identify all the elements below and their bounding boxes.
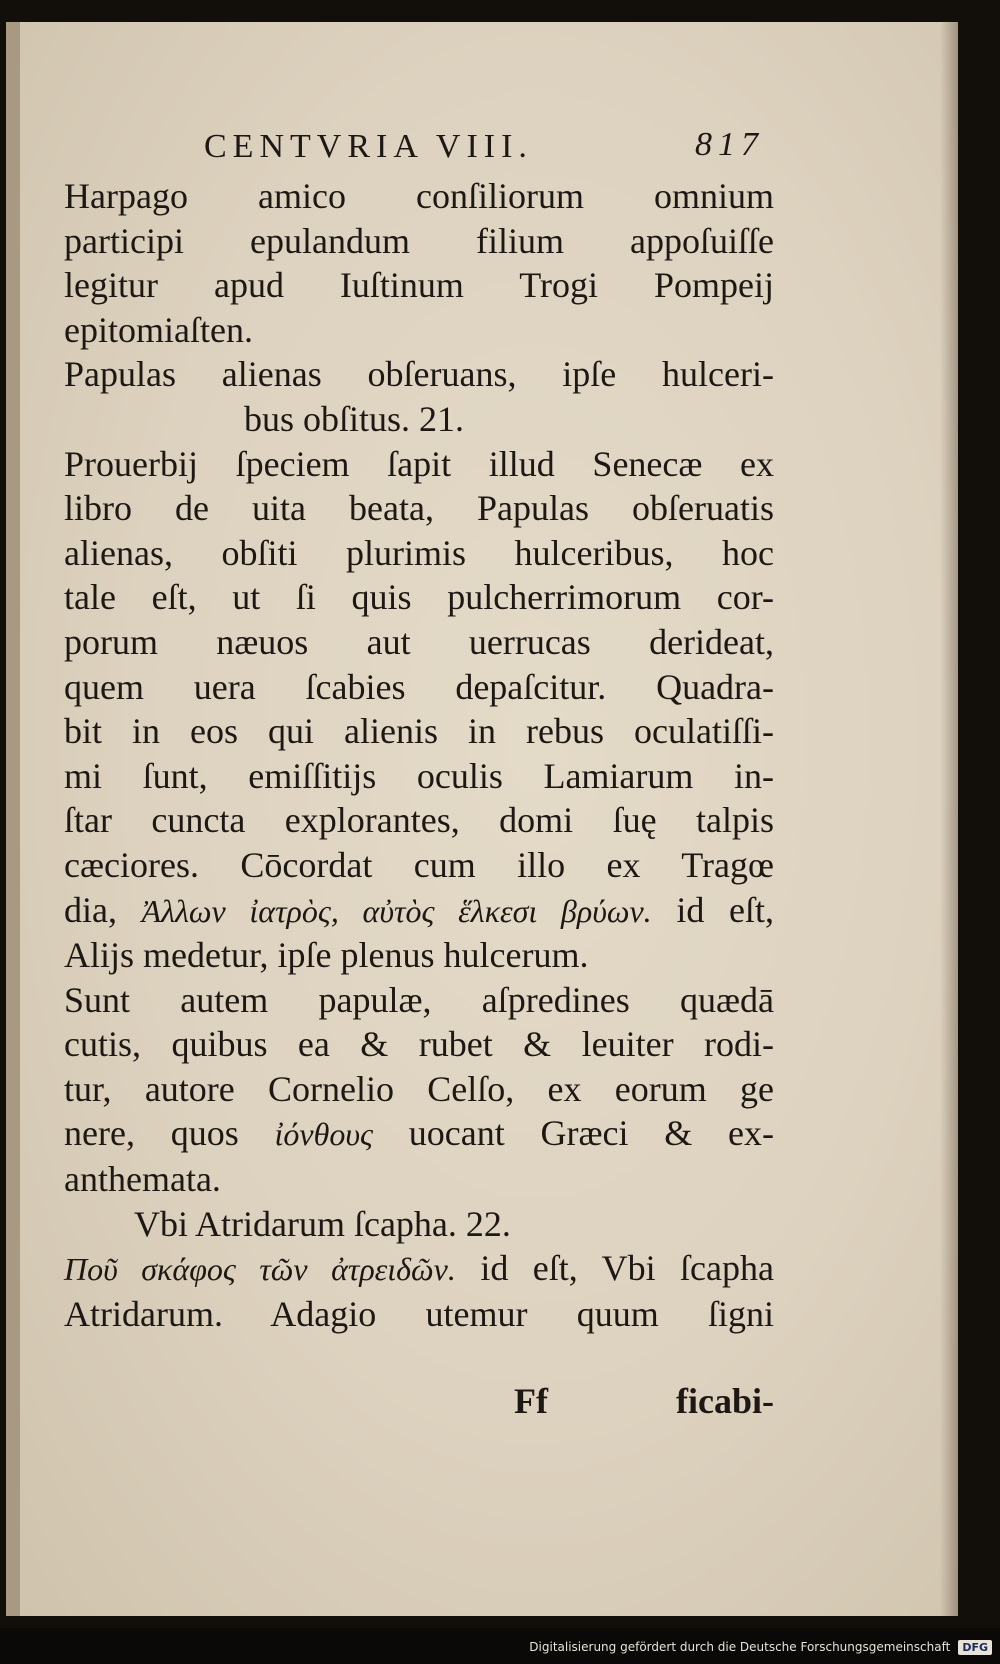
text-line-greek-quote bbox=[64, 1246, 774, 1292]
adage-title-continued: bus obſitus. 21. bbox=[244, 398, 465, 439]
text-line: cutis, quibus ea & rubet & leuiter rodi- bbox=[64, 1024, 774, 1065]
greek-word: ἰόνθους bbox=[274, 1116, 373, 1153]
text-line: Alijs medetur, ipſe plenus hulcerum. bbox=[64, 935, 589, 976]
text-line: Atridarum. Adagio utemur quum ſigni bbox=[64, 1293, 774, 1334]
text-line: porum næuos aut uerrucas derideat, bbox=[64, 621, 774, 662]
latin-fragment: nere, quos bbox=[64, 1113, 275, 1154]
adage-title: Vbi Atridarum ſcapha. 22. bbox=[134, 1203, 511, 1244]
text-line: tur, autore Cornelio Celſo, ex eorum ge bbox=[64, 1068, 774, 1109]
latin-fragment: uocant Græci & ex- bbox=[373, 1113, 774, 1154]
text-line: participi epulandum filium appoſuiſſe bbox=[64, 220, 774, 261]
text-line: Sunt autem papulæ, aſpredines quædā bbox=[64, 979, 774, 1020]
book-page bbox=[6, 22, 958, 1616]
catchword: ficabi- bbox=[676, 1381, 774, 1421]
text-line: epitomiaſten. bbox=[64, 309, 253, 350]
latin-fragment: id eſt, bbox=[651, 889, 775, 930]
text-block bbox=[64, 118, 775, 1421]
digitization-credit bbox=[529, 1632, 992, 1662]
text-line-greek-word bbox=[64, 1111, 774, 1157]
latin-fragment: dia, bbox=[64, 889, 142, 930]
text-line: bit in eos qui alienis in rebus oculatiſſi- bbox=[64, 711, 774, 752]
running-title: CENTVRIA VIII. bbox=[204, 128, 533, 165]
text-line: Harpago amico conſiliorum omnium bbox=[64, 176, 774, 216]
adage-title: Papulas alienas obſeruans, ipſe hulceri- bbox=[64, 354, 774, 395]
catchline bbox=[64, 1380, 774, 1424]
credit-text: Digitalisierung gefördert durch die Deutsche Forschungsgemeinschaft bbox=[529, 1640, 951, 1654]
greek-quote: Ἀλλων ἰατρὸς, αὐτὸς ἕλκεσι βρύων. bbox=[141, 892, 652, 929]
text-line: ſtar cuncta explorantes, domi ſuę talpis bbox=[64, 800, 774, 841]
dfg-logo: DFG bbox=[958, 1640, 992, 1655]
text-line: legitur apud Iuſtinum Trogi Pompeij bbox=[64, 265, 774, 306]
text-line: anthemata. bbox=[64, 1159, 221, 1200]
running-head bbox=[64, 118, 774, 174]
page-number: 817 bbox=[695, 126, 764, 163]
text-line: Prouerbij ſpeciem ſapit illud Senecæ ex bbox=[64, 443, 774, 484]
text-line: mi ſunt, emiſſitijs oculis Lamiarum in- bbox=[64, 755, 774, 796]
text-line: cæciores. Cōcordat cum illo ex Tragœ bbox=[64, 844, 774, 885]
text-line: libro de uita beata, Papulas obſeruatis bbox=[64, 488, 774, 529]
text-line: tale eſt, ut ſi quis pulcherrimorum cor- bbox=[64, 577, 774, 618]
text-line-greek-quote bbox=[64, 888, 774, 934]
signature-mark: Ff bbox=[514, 1381, 548, 1421]
latin-fragment: id eſt, Vbi ſcapha bbox=[455, 1248, 774, 1289]
text-line: quem uera ſcabies depaſcitur. Quadra- bbox=[64, 666, 774, 707]
greek-quote: Ποῦ σκάφος τῶν ἀτρειδῶν. bbox=[64, 1251, 456, 1288]
text-line: alienas, obſiti plurimis hulceribus, hoc bbox=[64, 532, 774, 573]
